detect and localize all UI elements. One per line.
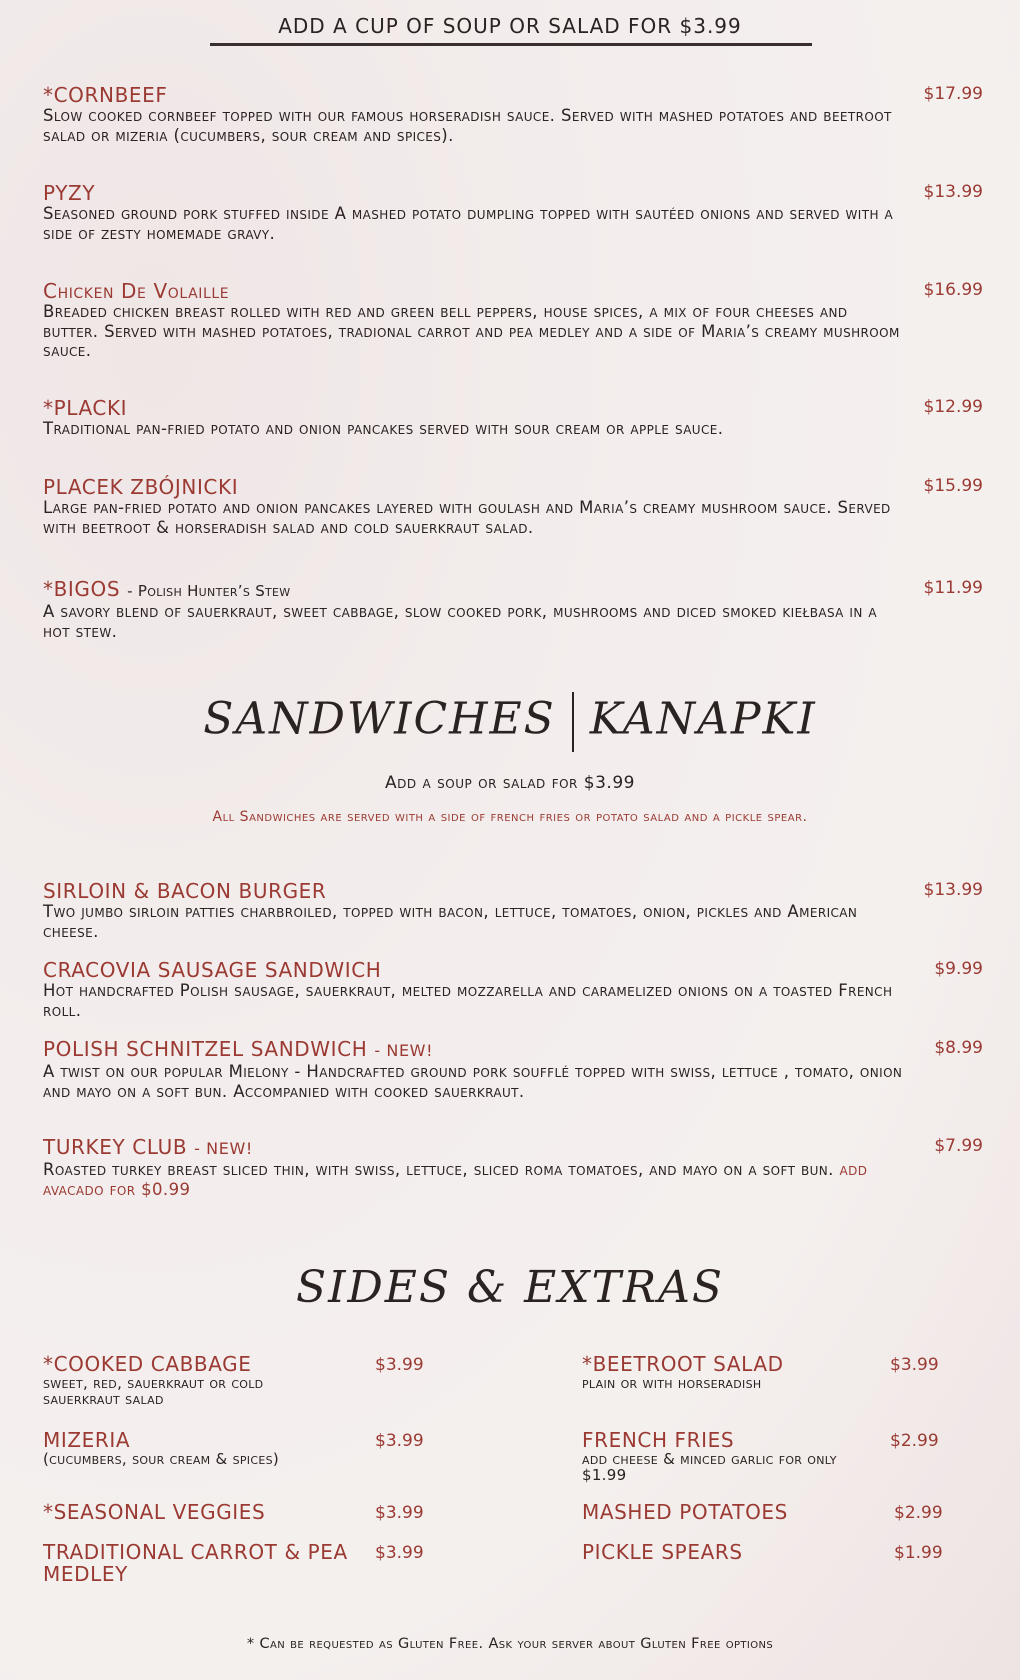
item-name: *CORNBEEF [43, 83, 168, 107]
sides-heading: SIDES & EXTRAS [295, 1262, 725, 1313]
side-price: $3.99 [375, 1431, 424, 1451]
soup-salad-note: ADD A CUP OF SOUP OR SALAD FOR $3.99 [278, 14, 742, 38]
item-price: $9.99 [934, 959, 983, 979]
sandwiches-heading [0, 692, 1020, 752]
item-description: A twist on our popular Mielony - Handcrafted ground pork soufflé topped with swiss, lettuce , tomato, onion and mayo on a soft bun. Accompanied with cooked sauerkraut. [43, 1062, 903, 1101]
item-price: $16.99 [923, 280, 983, 300]
side-price: $3.99 [375, 1355, 424, 1375]
side-name: MASHED POTATOES [582, 1500, 788, 1524]
item-name: PLACEK ZBÓJNICKI [43, 475, 239, 499]
item-description: Seasoned ground pork stuffed inside A mashed potato dumpling topped with sautéed onions and served with a side of zesty homemade gravy. [43, 204, 894, 243]
menu-item-sirloin-bacon-burger [43, 880, 983, 941]
side-name: *SEASONAL VEGGIES [43, 1500, 266, 1524]
item-price: $12.99 [923, 397, 983, 417]
item-description: Slow cooked cornbeef topped with our famous horseradish sauce. Served with mashed potatoes and beetroot salad or mizeria (cucumbers, sour cream and spices). [43, 106, 892, 145]
item-price: $13.99 [923, 880, 983, 900]
sandwich-soup-note: Add a soup or salad for $3.99 [385, 773, 635, 793]
header-divider [210, 43, 812, 46]
item-description [43, 1160, 903, 1199]
menu-item-pyzy [43, 182, 983, 243]
side-name: *COOKED CABBAGE [43, 1352, 252, 1376]
sandwiches-title: SANDWICHES [203, 693, 556, 745]
item-description: Breaded chicken breast rolled with red and green bell peppers, house spices, a mix of four cheeses and butter. Served with mashed potatoes, tradional carrot and pea medley and a side of Maria’s creamy mushroom sauce. [43, 302, 900, 360]
side-name: TRADITIONAL CARROT & PEA MEDLEY [43, 1540, 348, 1586]
menu-item-placki [43, 397, 983, 439]
side-name: *BEETROOT SALAD [582, 1352, 784, 1376]
side-seasonal-veggies [43, 1501, 463, 1523]
side-price: $3.99 [890, 1355, 939, 1375]
side-mashed-potatoes [582, 1501, 1002, 1523]
item-subtitle: - Polish Hunter’s Stew [127, 582, 291, 600]
item-name: *BIGOS [43, 577, 121, 601]
menu-item-cornbeef [43, 84, 983, 145]
side-price: $2.99 [890, 1431, 939, 1451]
gluten-free-footnote: * Can be requested as Gluten Free. Ask your server about Gluten Free options [246, 1636, 774, 1652]
sandwich-sides-note: All Sandwiches are served with a side of french fries or potato salad and a pickle spear. [212, 809, 808, 825]
side-price: $2.99 [894, 1503, 943, 1523]
new-badge: - NEW! [374, 1041, 434, 1060]
item-price: $7.99 [934, 1136, 983, 1156]
menu-item-polish-schnitzel [43, 1038, 983, 1101]
item-price: $8.99 [934, 1038, 983, 1058]
item-name-row [43, 578, 983, 602]
item-description: A savory blend of sauerkraut, sweet cabbage, slow cooked pork, mushrooms and diced smoked kiełbasa in a hot stew. [43, 602, 878, 641]
side-description: add cheese & minced garlic for only $1.99 [582, 1450, 837, 1484]
menu-item-cracovia-sausage [43, 959, 983, 1020]
new-badge: - NEW! [194, 1139, 253, 1158]
item-name: *PLACKI [43, 396, 128, 420]
side-mizeria [43, 1429, 463, 1467]
side-pickle-spears [582, 1541, 1002, 1563]
item-description: Traditional pan-fried potato and onion pancakes served with sour cream or apple sauce. [43, 419, 724, 438]
side-cooked-cabbage [43, 1353, 463, 1407]
side-name: FRENCH FRIES [582, 1428, 735, 1452]
side-name: MIZERIA [43, 1428, 131, 1452]
menu-item-placek-zbojnicki [43, 476, 983, 537]
item-name-row [43, 1136, 983, 1160]
menu-item-turkey-club [43, 1136, 983, 1199]
side-price: $3.99 [375, 1543, 424, 1563]
side-beetroot-salad [582, 1353, 1002, 1391]
side-description: sweet, red, sauerkraut or cold sauerkraut salad [43, 1374, 264, 1408]
item-name: POLISH SCHNITZEL SANDWICH [43, 1037, 368, 1061]
item-description: Hot handcrafted Polish sausage, sauerkraut, melted mozzarella and caramelized onions on a toasted French roll. [43, 981, 893, 1020]
side-name: PICKLE SPEARS [582, 1540, 743, 1564]
side-description: plain or with horseradish [582, 1374, 762, 1392]
title-divider [572, 692, 574, 752]
side-description: (cucumbers, sour cream & spices) [43, 1450, 280, 1468]
menu-item-bigos [43, 578, 983, 641]
item-name: CRACOVIA SAUSAGE SANDWICH [43, 958, 382, 982]
item-description: Large pan-fried potato and onion pancakes layered with goulash and Maria’s creamy mushroom sauce. Served with beetroot & horseradish salad and cold sauerkraut salad. [43, 498, 891, 537]
item-price: $15.99 [923, 476, 983, 496]
item-description-text: Roasted turkey breast sliced thin, with swiss, lettuce, sliced roma tomatoes, and mayo on a soft bun. [43, 1160, 834, 1179]
item-description: Two jumbo sirloin patties charbroiled, topped with bacon, lettuce, tomatoes, onion, pickles and American cheese. [43, 902, 858, 941]
side-french-fries [582, 1429, 1002, 1483]
item-name: SIRLOIN & BACON BURGER [43, 879, 327, 903]
menu-item-chicken-de-volaille [43, 280, 983, 361]
item-price: $17.99 [923, 84, 983, 104]
item-name: Chicken De Volaille [43, 279, 230, 303]
item-name-row [43, 1038, 983, 1062]
item-extra: add avacado for $0.99 [43, 1160, 868, 1199]
item-price: $11.99 [923, 578, 983, 598]
side-price: $1.99 [894, 1543, 943, 1563]
side-price: $3.99 [375, 1503, 424, 1523]
side-carrot-pea-medley [43, 1541, 463, 1585]
item-name: PYZY [43, 181, 96, 205]
kanapki-title: KANAPKI [589, 693, 817, 745]
item-name: TURKEY CLUB [43, 1135, 188, 1159]
item-price: $13.99 [923, 182, 983, 202]
